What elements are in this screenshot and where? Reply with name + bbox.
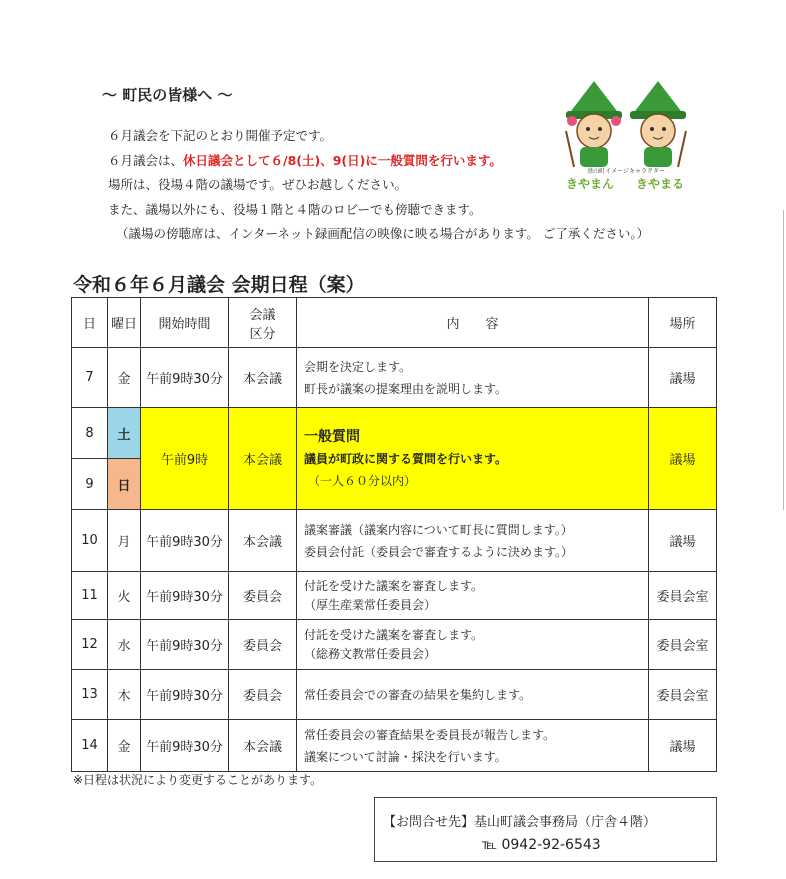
table-row [72, 510, 717, 572]
table-cell: 午前9時30分 [141, 620, 229, 670]
header-place: 場所 [649, 298, 717, 348]
table-cell: 議場 [649, 510, 717, 572]
header-type: 会議 区分 [229, 298, 297, 348]
contact-label: 【お問合せ先】基山町議会事務局（庁舎４階） [383, 815, 657, 830]
table-cell: 金 [108, 720, 141, 772]
table-cell: 委員会 [229, 620, 297, 670]
header-day: 日 [72, 298, 108, 348]
table-cell: 付託を受けた議案を審査します。 （総務文教常任委員会） [297, 620, 649, 670]
scan-edge-line [783, 210, 784, 510]
table-cell: 議案審議（議案内容について町長に質問します。） 委員会付託（委員会で審査するように決めます。） [297, 510, 649, 572]
table-cell: 8 [72, 408, 108, 459]
general-question-content: 一般質問 議員が町政に関する質問を行います。 （一人６０分以内） [297, 408, 649, 510]
table-row-saturday [72, 408, 717, 459]
table-cell: 本会議 [229, 348, 297, 408]
intro-line-1: ６月議会を下記のとおり開催予定です。 [108, 128, 333, 143]
header-weekday: 曜日 [108, 298, 141, 348]
intro-line-5: （議場の傍聴席は、インターネット録画配信の映像に映る場合があります。 ご了承ください。） [116, 226, 650, 241]
table-header-row [72, 298, 717, 348]
table-cell: 金 [108, 348, 141, 408]
table-cell: 午前9時30分 [141, 670, 229, 720]
table-cell: 委員会 [229, 670, 297, 720]
table-cell: 午前9時30分 [141, 572, 229, 620]
mascot-name-right: きやまる [635, 177, 685, 191]
table-row [72, 620, 717, 670]
greeting-heading: ～ 町民の皆様へ ～ [102, 86, 233, 104]
table-row [72, 572, 717, 620]
table-cell: 13 [72, 670, 108, 720]
table-cell: 委員会室 [649, 620, 717, 670]
table-cell: 委員会室 [649, 572, 717, 620]
table-cell: 議場 [649, 720, 717, 772]
table-cell: 委員会 [229, 572, 297, 620]
contact-phone: ℡ 0942-92-6543 [482, 837, 601, 853]
table-cell: 議場 [649, 408, 717, 510]
contact-box [374, 797, 717, 862]
table-cell: 常任委員会の審査結果を委員長が報告します。 議案について討論・採決を行います。 [297, 720, 649, 772]
table-cell: 7 [72, 348, 108, 408]
table-cell: 会期を決定します。 町長が議案の提案理由を説明します。 [297, 348, 649, 408]
table-cell: 11 [72, 572, 108, 620]
table-cell: 木 [108, 670, 141, 720]
table-cell: 9 [72, 459, 108, 510]
schedule-note: ※日程は状況により変更することがあります。 [73, 773, 323, 787]
mascot-kiyaman [566, 81, 622, 167]
table-cell: 14 [72, 720, 108, 772]
intro-line-2-prefix: ６月議会は、 [108, 152, 184, 168]
mascot-illustration [556, 75, 696, 193]
table-cell: 午前9時30分 [141, 510, 229, 572]
holiday-session-highlight: 休日議会として６/8(土)、9(日)に一般質問を行います。 [183, 152, 502, 168]
intro-line-4: また、議場以外にも、役場１階と４階のロビーでも傍聴できます。 [108, 201, 482, 217]
schedule-title: 令和６年６月議会 会期日程（案） [73, 274, 365, 296]
header-time: 開始時間 [141, 298, 229, 348]
table-cell: 午前9時 [141, 408, 229, 510]
sunday-badge: 日 [108, 459, 141, 510]
table-row [72, 670, 717, 720]
table-cell: 本会議 [229, 720, 297, 772]
mascot-name-left: きやまん [565, 177, 615, 191]
mascot-kiyamaru [630, 81, 686, 167]
table-cell: 委員会室 [649, 670, 717, 720]
table-cell: 10 [72, 510, 108, 572]
table-cell: 本会議 [229, 510, 297, 572]
table-cell: 午前9時30分 [141, 720, 229, 772]
table-cell: 議場 [649, 348, 717, 408]
mascot-caption: 基山町イメージキャラクター [587, 168, 665, 175]
table-cell: 火 [108, 572, 141, 620]
table-cell: 付託を受けた議案を審査します。 （厚生産業常任委員会） [297, 572, 649, 620]
header-content: 内 容 [297, 298, 649, 348]
table-row [72, 348, 717, 408]
saturday-badge: 土 [108, 408, 141, 459]
table-cell: 午前9時30分 [141, 348, 229, 408]
table-cell: 常任委員会での審査の結果を集約します。 [297, 670, 649, 720]
table-cell: 12 [72, 620, 108, 670]
table-row [72, 720, 717, 772]
table-cell: 本会議 [229, 408, 297, 510]
table-cell: 月 [108, 510, 141, 572]
intro-line-3: 場所は、役場４階の議場です。ぜひお越しください。 [108, 177, 408, 192]
schedule-table [71, 297, 717, 772]
table-cell: 水 [108, 620, 141, 670]
